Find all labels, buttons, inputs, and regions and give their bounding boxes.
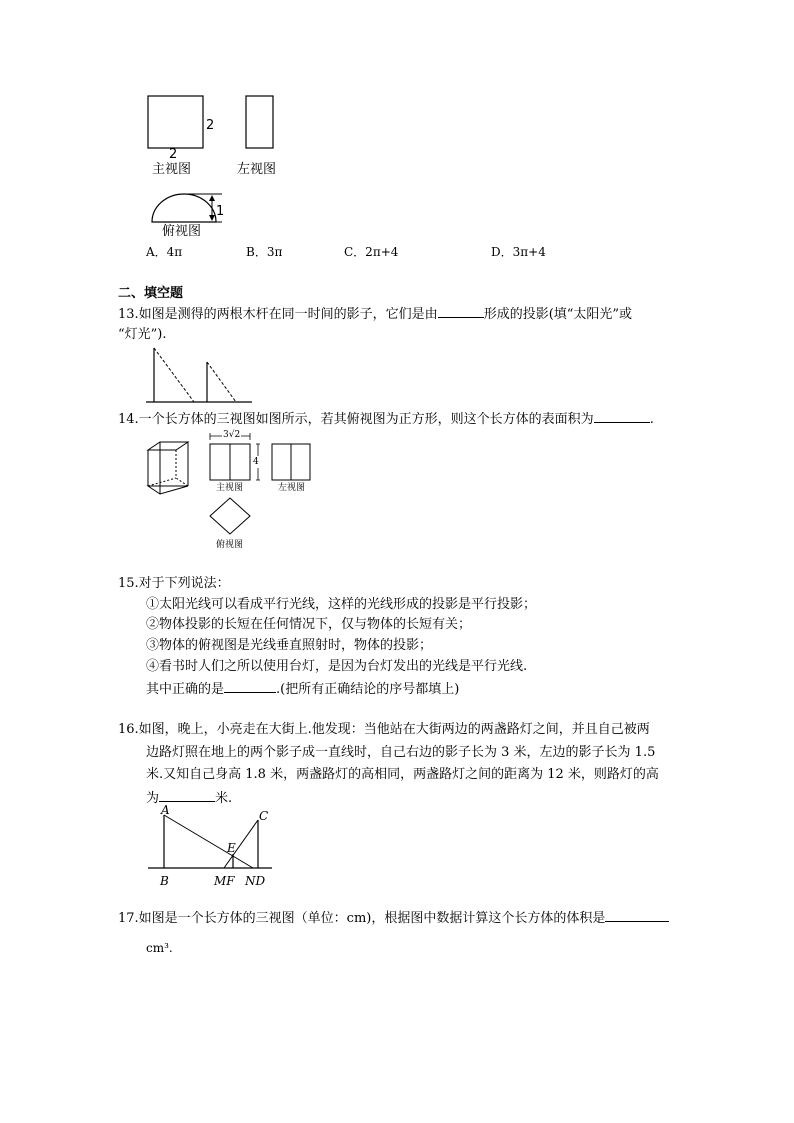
arrow-up-icon [209, 195, 215, 201]
q12-side-view-label: 左视图 [237, 162, 277, 177]
q15-item-4: ④看书时人们之所以使用台灯，是因为台灯发出的光线是平行光线. [146, 659, 528, 674]
q16-label-nd: ND [245, 874, 266, 888]
q15-intro: 15.对于下列说法： [118, 576, 230, 591]
q17-answer-blank[interactable] [605, 907, 669, 922]
q16-label-a: A [161, 803, 170, 817]
q16-label-c: C [259, 809, 269, 823]
front-view-square [148, 96, 203, 148]
q14-dim-top: 3√2 [223, 430, 241, 440]
q12-front-view-label: 主视图 [152, 162, 192, 177]
q13-line2: “灯光”). [118, 327, 167, 342]
q14-side-view-label: 左视图 [278, 483, 306, 493]
q12-option-a[interactable]: A．4π [146, 245, 183, 259]
q14-text-post: . [649, 412, 654, 427]
q17-line1 [118, 907, 669, 929]
q12-label-2-right: 2 [206, 118, 215, 133]
q17-line2: cm³. [146, 941, 173, 955]
q15-item-2: ②物体投影的长短在任何情况下，仅与物体的长短有关； [146, 617, 472, 632]
arrow-down-icon [209, 215, 215, 221]
q13-answer-blank[interactable] [438, 303, 484, 318]
q16-line3: 米.又知自己身高 1.8 米，两盏路灯的高相同，两盏路灯之间的距离为 12 米，则路灯的高 [146, 767, 659, 782]
q16-text-pre: 为 [146, 791, 160, 806]
side-view-rect [246, 96, 273, 148]
q16-text-post: 米. [215, 791, 233, 806]
q12-option-d[interactable]: D．3π+4 [491, 245, 546, 259]
top-view-semicircle [152, 194, 216, 222]
q15-text-post: .(把所有正确结论的序号都填上) [276, 682, 460, 697]
q12-top-view-label: 俯视图 [162, 224, 202, 239]
q14-line [118, 408, 654, 430]
q14-top-view-label: 俯视图 [216, 540, 244, 550]
q12-label-2-bottom: 2 [169, 147, 178, 162]
q17-text: 17.如图是一个长方体的三视图（单位：cm)，根据图中数据计算这个长方体的体积是 [118, 911, 606, 926]
q14-dim-side: 4 [253, 457, 259, 467]
top-view-diamond [210, 498, 250, 534]
cuboid-top [148, 442, 188, 450]
q13-figure [140, 340, 260, 410]
q13-text-pre: 13.如图是测得的两根木杆在同一时间的影子，它们是由 [118, 307, 438, 322]
q13-line1 [118, 303, 632, 325]
q13-text-post: 形成的投影(填“太阳光”或 [483, 307, 633, 322]
q15-text-pre: 其中正确的是 [146, 682, 225, 697]
q16-label-b: B [160, 874, 169, 888]
q15-answer-blank[interactable] [224, 678, 276, 693]
q16-line2: 边路灯照在地上的两个影子成一直线时，自己右边的影子长为 3 米，左边的影子长为 1.5 [146, 745, 656, 760]
cuboid-bottom-edges [148, 486, 188, 494]
q14-answer-blank[interactable] [594, 408, 650, 423]
q12-label-1: 1 [216, 204, 225, 219]
shadow-ray-2 [207, 362, 236, 402]
ray-a [164, 815, 253, 868]
q16-label-mf: MF [214, 874, 235, 888]
q14-text-pre: 14.一个长方体的三视图如图所示，若其俯视图为正方形，则这个长方体的表面积为 [118, 412, 594, 427]
q15-answer-line [146, 678, 459, 700]
q12-option-b[interactable]: B．3π [246, 245, 283, 259]
q14-front-view-label: 主视图 [216, 483, 244, 493]
q15-item-1: ①太阳光线可以看成平行光线，这样的光线形成的投影是平行投影； [146, 597, 537, 612]
q16-line1: 16.如图，晚上，小亮走在大街上.他发现：当他站在大街两边的两盏路灯之间，并且自己被两 [118, 722, 650, 737]
q16-line4 [146, 787, 232, 809]
shadow-ray-1 [154, 348, 194, 402]
section-title: 二、填空题 [118, 286, 184, 301]
q12-option-c[interactable]: C．2π+4 [344, 245, 399, 259]
q16-label-e: E [227, 841, 236, 855]
q15-item-3: ③物体的俯视图是光线垂直照射时，物体的投影； [146, 638, 433, 653]
